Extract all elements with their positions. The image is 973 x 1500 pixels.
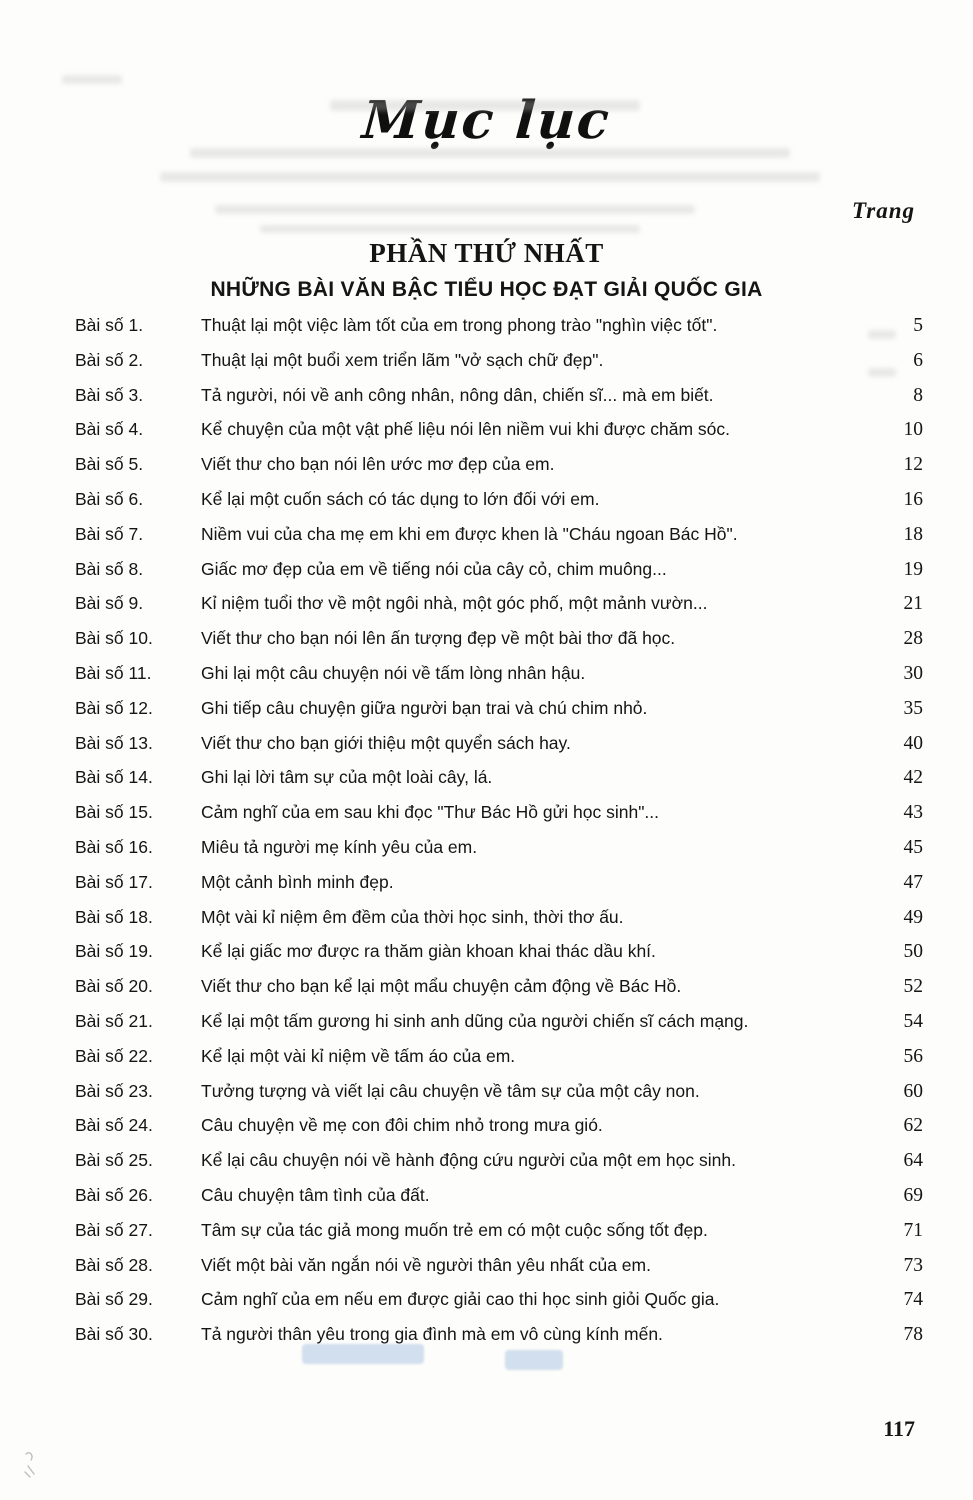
toc-row: [75, 489, 923, 524]
toc-entry-label: Bài số 10.: [75, 628, 153, 649]
toc-row: [75, 767, 923, 802]
toc-entry-page: 64: [903, 1150, 923, 1172]
toc-row: [75, 1255, 923, 1290]
toc-entry-title: Một cảnh bình minh đẹp.: [201, 871, 394, 892]
toc-entry-page: 50: [903, 941, 923, 963]
toc-row: [75, 837, 923, 872]
toc-entry-title: Ghi tiếp câu chuyện giữa người bạn trai và chú chim nhỏ.: [201, 697, 648, 718]
toc-entry-title: Kể lại giấc mơ được ra thăm giàn khoan khai thác dầu khí.: [201, 941, 656, 962]
bleed-through-artifact: [62, 75, 122, 84]
toc-row: [75, 1115, 923, 1150]
toc-entry-page: 78: [903, 1324, 923, 1346]
toc-entry-label: Bài số 27.: [75, 1219, 153, 1240]
toc-entry-page: 49: [903, 906, 923, 928]
toc-entry-page: 52: [903, 976, 923, 998]
toc-entry-page: 69: [903, 1184, 923, 1206]
toc-entry-page: 12: [903, 454, 923, 476]
toc-entry-page: 19: [903, 558, 923, 580]
toc-entry-page: 71: [903, 1219, 923, 1241]
toc-entry-page: 54: [903, 1010, 923, 1032]
toc-entry-label: Bài số 18.: [75, 906, 153, 927]
toc-row: [75, 907, 923, 942]
toc-entry-title: Viết thư cho bạn kể lại một mẩu chuyện cảm động về Bác Hồ.: [201, 976, 682, 997]
toc-entry-title: Thuật lại một việc làm tốt của em trong phong trào "nghìn việc tốt".: [201, 315, 718, 335]
toc-entry-title: Tả người thân yêu trong gia đình mà em vô cùng kính mến.: [201, 1324, 663, 1345]
toc-row: [75, 315, 923, 350]
toc-row: [75, 1150, 923, 1185]
toc-entry-label: Bài số 6.: [75, 488, 144, 509]
toc-entry-label: Bài số 12.: [75, 697, 153, 718]
toc-entry-label: Bài số 15.: [75, 802, 153, 823]
toc-row: [75, 419, 923, 454]
toc-row: [75, 1185, 923, 1220]
toc-entry-title: Viết một bài văn ngắn nói về người thân yêu nhất của em.: [201, 1254, 651, 1275]
toc-entry-label: Bài số 19.: [75, 941, 153, 962]
toc-row: [75, 872, 923, 907]
bleed-through-artifact: [260, 225, 640, 233]
toc-entry-title: Kể lại một cuốn sách có tác dụng to lớn đối với em.: [201, 488, 600, 509]
toc-row: [75, 628, 923, 663]
toc-row: [75, 663, 923, 698]
toc-entry-title: Giấc mơ đẹp của em về tiếng nói của cây cỏ, chim muông...: [201, 558, 667, 579]
toc-entry-page: 18: [903, 523, 923, 545]
toc-entry-label: Bài số 1.: [75, 315, 144, 335]
toc-entry-label: Bài số 17.: [75, 871, 153, 892]
toc-entry-page: 16: [903, 488, 923, 510]
toc-entry-label: Bài số 5.: [75, 454, 144, 475]
toc-entry-label: Bài số 2.: [75, 349, 144, 370]
toc-entry-page: 35: [903, 697, 923, 719]
toc-entry-label: Bài số 16.: [75, 836, 153, 857]
toc-row: [75, 350, 923, 385]
toc-entry-title: Tâm sự của tác giả mong muốn trẻ em có một cuộc sống tốt đẹp.: [201, 1219, 708, 1240]
toc-entry-title: Ghi lại lời tâm sự của một loài cây, lá.: [201, 767, 493, 788]
toc-entry-label: Bài số 26.: [75, 1184, 153, 1205]
toc-entry-title: Viết thư cho bạn nói lên ước mơ đẹp của em.: [201, 454, 555, 475]
toc-entry-title: Viết thư cho bạn nói lên ấn tượng đẹp về một bài thơ đã học.: [201, 628, 676, 649]
toc-entry-label: Bài số 14.: [75, 767, 153, 788]
toc-entry-title: Một vài kỉ niệm êm đềm của thời học sinh, thời thơ ấu.: [201, 906, 624, 927]
toc-row: [75, 941, 923, 976]
toc-entry-title: Kể lại một tấm gương hi sinh anh dũng của người chiến sĩ cách mạng.: [201, 1010, 749, 1031]
toc-entry-label: Bài số 13.: [75, 732, 153, 753]
toc-entry-label: Bài số 24.: [75, 1115, 153, 1136]
toc-entry-page: 42: [903, 767, 923, 789]
toc-entry-title: Kỉ niệm tuổi thơ về một ngôi nhà, một góc phố, một mảnh vườn...: [201, 593, 708, 614]
part-subtitle: NHỮNG BÀI VĂN BẬC TIỂU HỌC ĐẠT GIẢI QUỐC GIA: [210, 278, 763, 301]
toc-entry-label: Bài số 25.: [75, 1150, 153, 1171]
toc-entry-page: 62: [903, 1115, 923, 1137]
document-title: Mục lục: [360, 90, 613, 151]
toc-entry-label: Bài số 8.: [75, 558, 144, 579]
folio-page-number: 117: [883, 1416, 915, 1441]
toc-entry-page: 74: [903, 1289, 923, 1311]
pencil-scribble-artifact: [22, 1448, 44, 1478]
toc-row: [75, 524, 923, 559]
toc-entry-label: Bài số 7.: [75, 523, 144, 544]
toc-entry-page: 8: [913, 384, 923, 406]
toc-entry-title: Kể lại một vài kỉ niệm về tấm áo của em.: [201, 1045, 516, 1066]
toc-entry-label: Bài số 28.: [75, 1254, 153, 1275]
toc-entry-page: 73: [903, 1254, 923, 1276]
toc-row: [75, 559, 923, 594]
toc-entry-title: Cảm nghĩ của em sau khi đọc "Thư Bác Hồ gửi học sinh"...: [201, 802, 660, 823]
toc-entry-title: Câu chuyện tâm tình của đất.: [201, 1184, 430, 1205]
toc-entry-label: Bài số 11.: [75, 662, 152, 683]
toc-row: [75, 1220, 923, 1255]
toc-entry-title: Kể lại câu chuyện nói về hành động cứu người của một em học sinh.: [201, 1150, 736, 1171]
page-column-label: Trang: [852, 198, 915, 223]
toc-entry-label: Bài số 21.: [75, 1010, 153, 1031]
toc-entry-title: Cảm nghĩ của em nếu em được giải cao thi học sinh giỏi Quốc gia.: [201, 1289, 720, 1310]
toc-entry-title: Miêu tả người mẹ kính yêu của em.: [201, 836, 478, 857]
toc-entry-label: Bài số 23.: [75, 1080, 153, 1101]
toc-entry-page: 40: [903, 732, 923, 754]
toc-entry-page: 43: [903, 802, 923, 824]
toc-row: [75, 1324, 923, 1359]
toc-entry-title: Thuật lại một buổi xem triển lãm "vở sạch chữ đẹp".: [201, 349, 604, 370]
toc-entry-title: Ghi lại một câu chuyện nói về tấm lòng nhân hậu.: [201, 662, 586, 683]
toc-entry-page: 21: [903, 593, 923, 615]
toc-row: [75, 976, 923, 1011]
bleed-through-artifact: [160, 172, 820, 182]
toc-entry-title: Tả người, nói về anh công nhân, nông dân, chiến sĩ... mà em biết.: [201, 384, 714, 405]
toc-entry-page: 47: [903, 871, 923, 893]
toc-row: [75, 1081, 923, 1116]
toc-entry-label: Bài số 9.: [75, 593, 144, 614]
toc-entry-label: Bài số 4.: [75, 419, 144, 440]
toc-entry-page: 60: [903, 1080, 923, 1102]
toc-entry-title: Viết thư cho bạn giới thiệu một quyển sách hay.: [201, 732, 571, 753]
toc-entry-page: 28: [903, 628, 923, 650]
toc-row: [75, 802, 923, 837]
toc-entry-page: 56: [903, 1045, 923, 1067]
toc-entry-label: Bài số 3.: [75, 384, 144, 405]
toc-row: [75, 454, 923, 489]
toc-entry-page: 30: [903, 662, 923, 684]
toc-row: [75, 698, 923, 733]
toc-entry-label: Bài số 22.: [75, 1045, 153, 1066]
toc-entry-page: 6: [913, 349, 923, 371]
toc-list: [75, 315, 923, 1359]
toc-entry-page: 5: [913, 315, 923, 336]
toc-row: [75, 385, 923, 420]
toc-entry-title: Câu chuyện về mẹ con đôi chim nhỏ trong mưa gió.: [201, 1115, 603, 1136]
toc-entry-page: 10: [903, 419, 923, 441]
toc-entry-title: Tưởng tượng và viết lại câu chuyện về tâm sự của một cây non.: [201, 1080, 700, 1101]
toc-entry-title: Kể chuyện của một vật phế liệu nói lên niềm vui khi được chăm sóc.: [201, 419, 731, 440]
toc-entry-title: Niềm vui của cha mẹ em khi em được khen là "Cháu ngoan Bác Hồ".: [201, 523, 738, 544]
toc-entry-label: Bài số 20.: [75, 976, 153, 997]
toc-entry-label: Bài số 30.: [75, 1324, 153, 1345]
toc-entry-page: 45: [903, 836, 923, 858]
toc-row: [75, 1011, 923, 1046]
part-title: PHẦN THỨ NHẤT: [369, 238, 604, 268]
toc-row: [75, 733, 923, 768]
toc-row: [75, 1046, 923, 1081]
toc-entry-label: Bài số 29.: [75, 1289, 153, 1310]
toc-row: [75, 593, 923, 628]
toc-row: [75, 1289, 923, 1324]
bleed-through-artifact: [215, 205, 695, 214]
